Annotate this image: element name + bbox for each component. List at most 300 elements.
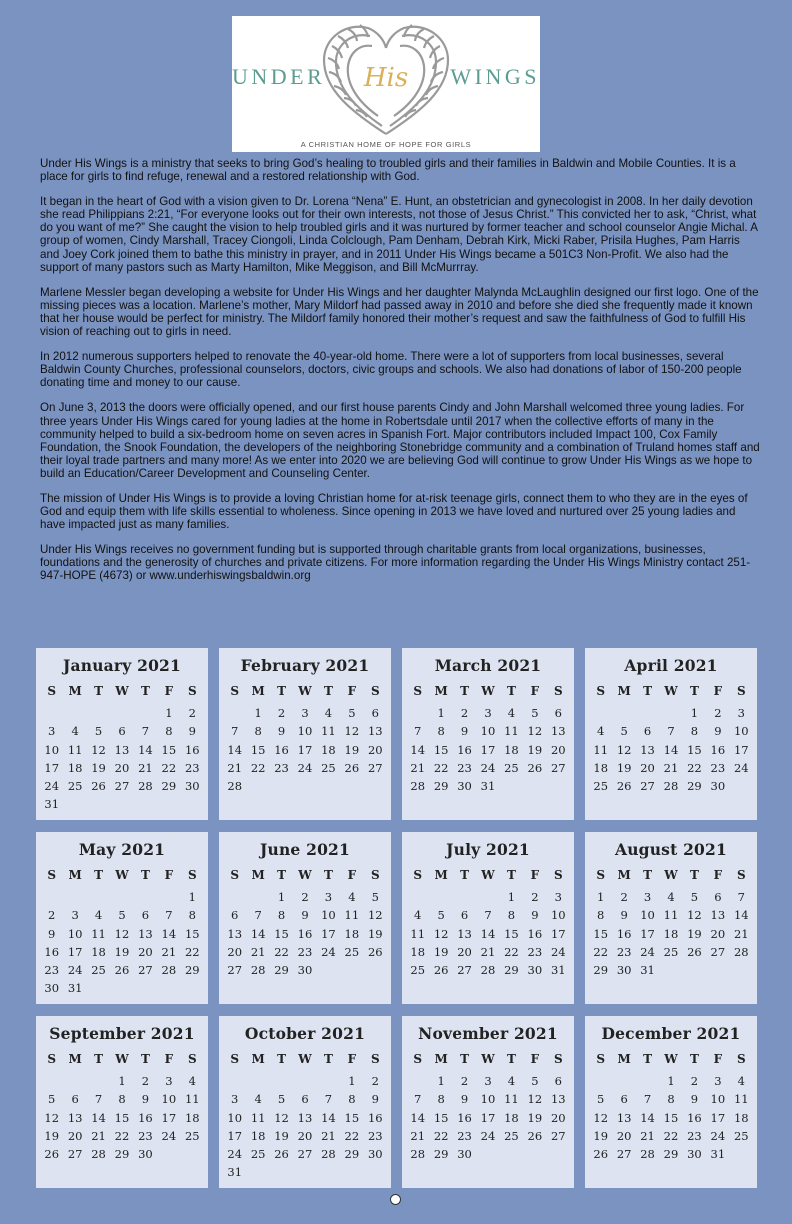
day-number: 15: [687, 742, 702, 757]
day-number: 5: [597, 1092, 605, 1107]
day-number: 24: [297, 760, 313, 775]
day-number: 4: [324, 706, 333, 720]
day-number: 16: [367, 1110, 383, 1125]
month-day-grid: [40, 682, 204, 814]
day-number: 13: [550, 724, 566, 739]
day-number: 14: [663, 742, 679, 757]
empty-day-cell: [134, 704, 157, 722]
day-number: 9: [531, 908, 539, 923]
day-number: 27: [297, 1147, 313, 1162]
weekday-header: T: [506, 868, 516, 882]
empty-day-cell: [223, 1072, 246, 1090]
day-number: 25: [250, 1147, 266, 1162]
day-number: 25: [67, 779, 83, 794]
day-number: 15: [274, 926, 289, 941]
day-number: 14: [161, 926, 177, 941]
day-number: 19: [344, 742, 360, 757]
day-number: 24: [710, 1128, 726, 1143]
day-number: 11: [250, 1110, 266, 1125]
day-number: 18: [663, 926, 679, 941]
day-number: 28: [227, 779, 243, 794]
weekday-header: S: [413, 868, 423, 882]
weekday-header: T: [643, 868, 653, 882]
day-number: 12: [274, 1110, 289, 1125]
day-number: 30: [367, 1147, 383, 1162]
day-number: 10: [44, 742, 60, 757]
weekday-header: S: [230, 1052, 240, 1066]
weekday-header: T: [94, 1052, 104, 1066]
day-number: 13: [114, 742, 130, 757]
day-number: 20: [550, 1110, 566, 1125]
month-day-grid: [589, 866, 753, 979]
day-number: 25: [184, 1128, 200, 1143]
day-number: 9: [188, 724, 196, 739]
day-number: 24: [44, 779, 60, 794]
day-number: 17: [550, 926, 566, 941]
day-number: 19: [44, 1128, 60, 1143]
day-number: 10: [710, 1092, 726, 1107]
day-number: 9: [301, 908, 309, 923]
day-number: 31: [480, 779, 496, 794]
day-number: 1: [507, 890, 516, 904]
day-number: 4: [188, 1074, 196, 1088]
day-number: 4: [507, 1074, 516, 1088]
weekday-header: W: [298, 684, 312, 698]
day-number: 8: [277, 908, 286, 923]
day-number: 29: [504, 963, 519, 978]
day-number: 6: [554, 706, 562, 720]
day-number: 16: [44, 944, 60, 959]
day-number: 28: [138, 779, 153, 794]
empty-day-cell: [223, 888, 246, 906]
day-number: 8: [118, 1092, 126, 1107]
day-number: 29: [114, 1147, 130, 1162]
weekday-header: M: [434, 684, 448, 698]
day-number: 21: [161, 944, 177, 959]
day-number: 2: [620, 890, 628, 904]
weekday-header: F: [530, 684, 540, 698]
day-number: 28: [663, 779, 679, 794]
day-number: 15: [663, 1110, 679, 1125]
day-number: 6: [620, 1092, 628, 1107]
day-number: 29: [593, 963, 609, 978]
day-number: 22: [250, 760, 266, 775]
month-title: February 2021: [240, 656, 370, 675]
day-number: 20: [457, 944, 472, 959]
day-number: 26: [344, 760, 360, 775]
empty-day-cell: [270, 1072, 293, 1090]
paragraph-mission: The mission of Under His Wings is to provide a loving Christian home for at-risk teenage girls, connect them to who they are in the eyes of God and equip them with life skills essential to wholeness. Since opening in 2013 we have loved and nurtured over 25 young ladies and have impacted just as many families.: [40, 491, 748, 532]
weekday-header: F: [164, 684, 174, 698]
day-number: 26: [433, 963, 449, 978]
day-number: 8: [437, 724, 445, 739]
day-number: 27: [616, 1147, 632, 1162]
day-number: 7: [643, 1092, 652, 1107]
day-number: 16: [527, 926, 543, 941]
day-number: 7: [94, 1092, 103, 1107]
day-number: 3: [71, 908, 79, 923]
month-day-grid: [40, 1050, 204, 1163]
day-number: 25: [504, 1128, 519, 1143]
day-number: 9: [48, 926, 56, 941]
day-number: 14: [733, 908, 749, 923]
logo: [232, 16, 540, 152]
day-number: 10: [67, 926, 83, 941]
day-number: 14: [640, 1110, 655, 1125]
day-number: 17: [67, 944, 83, 959]
day-number: 18: [733, 1110, 749, 1125]
empty-day-cell: [476, 888, 499, 906]
weekday-header: T: [643, 1052, 653, 1066]
day-number: 10: [480, 724, 496, 739]
day-number: 26: [367, 944, 383, 959]
day-number: 22: [274, 944, 289, 959]
day-number: 10: [297, 724, 313, 739]
month-title: January 2021: [62, 656, 182, 675]
day-number: 12: [527, 1092, 543, 1107]
weekday-header: T: [140, 1052, 150, 1066]
day-number: 23: [527, 944, 543, 959]
day-number: 22: [114, 1128, 130, 1143]
empty-day-cell: [110, 888, 133, 906]
day-number: 23: [184, 760, 200, 775]
paragraph-opening: On June 3, 2013 the doors were officially opened, and our first house parents Cindy and John Marshall welcomed three young ladies. For three years Under His Wings cared for young ladies at the home in Robertsdale until 2017 when the collective efforts of many in the community helped to build a six-bedroom home on seven acres in Spanish Fort. Major contributors included Impact 100, Cox Family Foundation, the Snook Foundation, the developers of the neighboring Stonebridge community and a combination of Truland homes staff and their loyal trade partners and many more! As we enter into 2020 we are believing God will continue to grow Under His Wings as we hope to build an Education/Career Development and Counseling Center.: [40, 401, 760, 480]
day-number: 9: [460, 724, 469, 739]
day-number: 12: [44, 1110, 60, 1125]
day-number: 25: [733, 1128, 749, 1143]
month-day-grid: [223, 1050, 387, 1182]
month-title: October 2021: [244, 1024, 366, 1043]
day-number: 17: [321, 926, 336, 941]
day-number: 2: [460, 1074, 469, 1088]
day-number: 15: [344, 1110, 360, 1125]
weekday-header: S: [736, 868, 746, 882]
day-number: 31: [44, 797, 60, 812]
day-number: 19: [527, 742, 543, 757]
weekday-header: F: [164, 1052, 174, 1066]
day-number: 9: [460, 1092, 469, 1107]
day-number: 31: [67, 981, 83, 996]
day-number: 24: [480, 1128, 496, 1143]
weekday-header: F: [530, 1052, 540, 1066]
weekday-header: S: [187, 684, 197, 698]
weekday-header: S: [596, 868, 606, 882]
weekday-header: S: [230, 684, 240, 698]
day-number: 18: [593, 760, 609, 775]
day-number: 20: [616, 1128, 632, 1143]
weekday-header: T: [94, 684, 104, 698]
day-number: 11: [91, 926, 106, 941]
weekday-header: S: [596, 1052, 606, 1066]
day-number: 8: [507, 908, 516, 923]
weekday-header: T: [689, 868, 699, 882]
day-number: 24: [480, 760, 496, 775]
day-number: 28: [91, 1147, 106, 1162]
day-number: 24: [67, 963, 83, 978]
logo-word-his: His: [363, 63, 409, 93]
month-day-grid: [406, 866, 570, 979]
day-number: 24: [161, 1128, 177, 1143]
day-number: 20: [297, 1128, 313, 1143]
day-number: 22: [433, 760, 449, 775]
day-number: 6: [231, 908, 239, 923]
day-number: 16: [710, 742, 726, 757]
day-number: 23: [457, 760, 472, 775]
day-number: 5: [118, 908, 126, 923]
weekday-header: M: [68, 684, 82, 698]
weekday-header: W: [664, 868, 678, 882]
empty-day-cell: [659, 704, 682, 722]
weekday-header: W: [115, 1052, 129, 1066]
day-number: 27: [550, 760, 566, 775]
month-calendar: [36, 832, 208, 1004]
day-number: 7: [414, 724, 422, 739]
day-number: 27: [550, 1128, 566, 1143]
day-number: 20: [367, 742, 383, 757]
day-number: 2: [48, 908, 56, 923]
day-number: 26: [527, 1128, 543, 1143]
day-number: 13: [138, 926, 153, 941]
day-number: 23: [710, 760, 726, 775]
day-number: 27: [227, 963, 243, 978]
day-number: 18: [504, 1110, 519, 1125]
weekday-header: M: [68, 868, 82, 882]
weekday-header: W: [115, 868, 129, 882]
month-calendar: [585, 1016, 757, 1188]
day-number: 23: [44, 963, 60, 978]
weekday-header: S: [553, 868, 563, 882]
day-number: 5: [371, 890, 379, 904]
day-number: 31: [710, 1147, 726, 1162]
day-number: 16: [138, 1110, 153, 1125]
day-number: 3: [643, 890, 652, 904]
weekday-header: F: [347, 1052, 357, 1066]
weekday-header: W: [481, 1052, 495, 1066]
day-number: 19: [433, 944, 449, 959]
day-number: 5: [531, 706, 539, 720]
weekday-header: T: [277, 1052, 287, 1066]
day-number: 11: [504, 724, 519, 739]
weekday-header: W: [115, 684, 129, 698]
day-number: 23: [616, 944, 632, 959]
day-number: 26: [527, 760, 543, 775]
day-number: 28: [733, 944, 749, 959]
day-number: 28: [410, 1147, 426, 1162]
day-number: 21: [663, 760, 679, 775]
weekday-header: F: [713, 868, 723, 882]
day-number: 24: [227, 1147, 243, 1162]
day-number: 17: [640, 926, 655, 941]
day-number: 3: [554, 890, 562, 904]
day-number: 11: [344, 908, 360, 923]
day-number: 2: [141, 1074, 150, 1088]
paragraph-history: It began in the heart of God with a vision given to Dr. Lorena “Nena” E. Hunt, an obstetrician and gynecologist in 2008. In her daily devotion she read Philippians 2:21, “For everyone looks out for their own interests, not those of Jesus Christ.” This convicted her to ask, “Christ, what do you want of me?” She caught the vision to help troubled girls and it was nurtured by former teacher and school counselor Angie Michal. A group of women, Cindy Marshall, Tracey Ciongoli, Linda Colclough, Pam Denham, Debrah Kirk, Micki Raber, Prisila Hughes, Pam Harris and Joey Cork joined them to bathe this ministry in prayer, and in 2011 Under His Wings became a 501C3 Non-Profit. We also had the support of many pastors such as Marty Hamilton, Mike Meggison, and Bill McMurrray.: [40, 195, 758, 274]
day-number: 28: [410, 779, 426, 794]
day-number: 10: [550, 908, 566, 923]
day-number: 6: [643, 724, 652, 739]
weekday-header: S: [553, 1052, 563, 1066]
month-day-grid: [223, 682, 387, 795]
day-number: 15: [433, 1110, 449, 1125]
day-number: 3: [301, 706, 309, 720]
day-number: 26: [91, 779, 106, 794]
day-number: 7: [254, 908, 262, 923]
day-number: 8: [165, 724, 173, 739]
day-number: 25: [504, 760, 519, 775]
weekday-header: S: [413, 684, 423, 698]
weekday-header: S: [596, 684, 606, 698]
day-number: 10: [480, 1092, 496, 1107]
day-number: 28: [250, 963, 266, 978]
day-number: 18: [184, 1110, 200, 1125]
day-number: 23: [274, 760, 289, 775]
wings-heart-icon: [232, 16, 540, 152]
weekday-header: F: [713, 1052, 723, 1066]
day-number: 3: [714, 1074, 722, 1088]
empty-day-cell: [246, 888, 269, 906]
day-number: 12: [687, 908, 702, 923]
day-number: 7: [141, 724, 150, 739]
day-number: 22: [593, 944, 609, 959]
month-title: May 2021: [78, 840, 166, 859]
day-number: 7: [324, 1092, 333, 1107]
day-number: 13: [457, 926, 472, 941]
day-number: 30: [457, 779, 472, 794]
weekday-header: T: [140, 868, 150, 882]
weekday-header: S: [187, 868, 197, 882]
day-number: 11: [663, 908, 679, 923]
day-number: 1: [188, 890, 196, 904]
day-number: 1: [437, 706, 445, 720]
day-number: 7: [231, 724, 239, 739]
day-number: 6: [460, 908, 469, 923]
weekday-header: T: [323, 684, 333, 698]
day-number: 31: [227, 1165, 243, 1180]
weekday-header: F: [347, 684, 357, 698]
empty-day-cell: [40, 704, 63, 722]
day-number: 16: [297, 926, 313, 941]
day-number: 4: [737, 1074, 745, 1088]
day-number: 15: [114, 1110, 130, 1125]
day-number: 21: [733, 926, 749, 941]
day-number: 8: [690, 724, 699, 739]
empty-day-cell: [453, 888, 476, 906]
weekday-header: T: [94, 868, 104, 882]
day-number: 15: [184, 926, 200, 941]
day-number: 6: [301, 1092, 309, 1107]
empty-day-cell: [589, 704, 612, 722]
day-number: 3: [484, 706, 492, 720]
day-number: 1: [254, 706, 262, 720]
weekday-header: S: [47, 1052, 57, 1066]
empty-day-cell: [317, 1072, 340, 1090]
day-number: 25: [344, 944, 360, 959]
month-day-grid: [223, 866, 387, 979]
day-number: 2: [531, 890, 539, 904]
day-number: 5: [48, 1092, 56, 1107]
day-number: 17: [480, 742, 496, 757]
weekday-header: T: [643, 684, 653, 698]
day-number: 9: [620, 908, 628, 923]
weekday-header: T: [140, 684, 150, 698]
weekday-header: W: [481, 684, 495, 698]
day-number: 8: [437, 1092, 445, 1107]
day-number: 1: [667, 1074, 675, 1088]
day-number: 13: [367, 724, 383, 739]
paragraph-website-location: Marlene Messler began developing a website for Under His Wings and her daughter Malynda McLaughlin designed our first logo. One of the missing pieces was a location. Marlene’s mother, Mary Mildorf had passed away in 2010 and before she died she frequently made it known that her house would be perfect for ministry. The Mildorf family honored their mother’s request and saw the faithfulness of God to fulfill His vision of reaching out to girls in need.: [40, 285, 759, 339]
day-number: 9: [371, 1092, 379, 1107]
day-number: 17: [480, 1110, 496, 1125]
day-number: 2: [714, 706, 722, 720]
day-number: 21: [138, 760, 153, 775]
weekday-header: T: [460, 684, 470, 698]
day-number: 22: [687, 760, 702, 775]
day-number: 8: [667, 1092, 675, 1107]
empty-day-cell: [134, 888, 157, 906]
day-number: 10: [227, 1110, 243, 1125]
weekday-header: S: [187, 1052, 197, 1066]
day-number: 11: [593, 742, 609, 757]
binder-hole-bottom: [390, 1194, 401, 1205]
weekday-header: S: [553, 684, 563, 698]
day-number: 19: [527, 1110, 543, 1125]
day-number: 14: [250, 926, 266, 941]
day-number: 13: [710, 908, 726, 923]
weekday-header: T: [689, 684, 699, 698]
day-number: 7: [484, 908, 492, 923]
day-number: 24: [733, 760, 749, 775]
empty-day-cell: [63, 704, 86, 722]
day-number: 21: [410, 1128, 426, 1143]
day-number: 11: [67, 742, 83, 757]
month-calendar: [585, 832, 757, 1004]
empty-day-cell: [87, 888, 110, 906]
day-number: 7: [414, 1092, 422, 1107]
month-calendar: [219, 648, 391, 820]
logo-word-wings: WINGS: [450, 64, 540, 89]
day-number: 5: [531, 1074, 539, 1088]
empty-day-cell: [406, 704, 429, 722]
empty-day-cell: [40, 1072, 63, 1090]
weekday-header: M: [434, 1052, 448, 1066]
day-number: 17: [227, 1128, 243, 1143]
weekday-header: F: [347, 868, 357, 882]
day-number: 27: [114, 779, 130, 794]
weekday-header: F: [164, 868, 174, 882]
day-number: 18: [344, 926, 360, 941]
weekday-header: M: [617, 868, 631, 882]
day-number: 16: [616, 926, 632, 941]
weekday-header: S: [413, 1052, 423, 1066]
month-day-grid: [40, 866, 204, 998]
day-number: 6: [71, 1092, 79, 1107]
weekday-header: W: [664, 684, 678, 698]
day-number: 6: [118, 724, 126, 739]
empty-day-cell: [63, 1072, 86, 1090]
month-calendar: [402, 832, 574, 1004]
day-number: 24: [321, 944, 336, 959]
day-number: 12: [433, 926, 449, 941]
day-number: 3: [484, 1074, 492, 1088]
empty-day-cell: [157, 888, 180, 906]
day-number: 5: [277, 1092, 286, 1107]
day-number: 28: [480, 963, 496, 978]
paragraph-renovation: In 2012 numerous supporters helped to renovate the 40-year-old home. There were a lot of supporters from local businesses, several Baldwin County Churches, professional counselors, doctors, civic groups and schools. We also had donations of labor of 150-200 people donating time and money to our cause.: [40, 350, 742, 390]
day-number: 9: [141, 1092, 150, 1107]
day-number: 29: [433, 779, 449, 794]
day-number: 29: [663, 1147, 679, 1162]
day-number: 25: [593, 779, 609, 794]
